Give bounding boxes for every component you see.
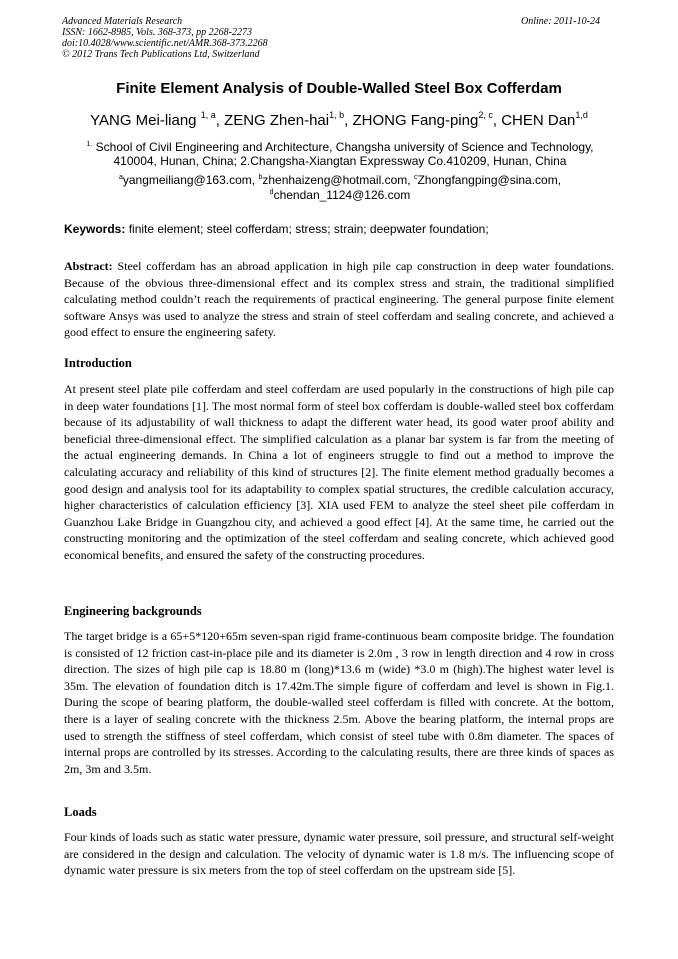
email-sup: c xyxy=(413,174,418,181)
author-name: CHEN Dan xyxy=(501,112,576,129)
section-text-loads: Four kinds of loads such as static water pressure, dynamic water pressure, soil pressure, and structural self-weight are considered in the design and calculation. The velocity of dynamic water is 1.8 m/s. The influencing scope of dynamic water pressure is six meters from the top of steel cofferdam on the upstream side [5]. xyxy=(64,830,614,878)
author-name: ZHONG Fang-ping xyxy=(352,112,479,129)
email-text: zhenhaizeng@hotmail.com, xyxy=(262,173,414,187)
email-sup: a xyxy=(118,174,123,181)
online-date: Online: 2011-10-24 xyxy=(521,16,600,27)
affiliation-line: 410004, Hunan, China; 2.Changsha-Xiangtan Expressway Co.410209, Hunan, China xyxy=(113,154,567,168)
email-text: yangmeiliang@163.com, xyxy=(122,173,259,187)
keywords-text: finite element; steel cofferdam; stress; strain; deepwater foundation; xyxy=(125,222,489,236)
author-separator: , xyxy=(344,112,353,129)
keywords-label: Keywords: xyxy=(64,222,126,236)
section-heading-engineering: Engineering backgrounds xyxy=(64,604,202,618)
section-text-introduction: At present steel plate pile cofferdam and steel cofferdam are used popularly in the constructions of high pile cap in deep water foundations [1]. The most normal form of steel box cofferdam is double-walled steel box cofferdam because of its adjustability of wall thickness to adapt the different water head, its good water proof ability and beneficial three-dimensional effect. The simplified calculation as a planar bar system is far from the meeting of the actual engineering demands. In China a lot of engineers struggle to find out a method to improve the calculating accuracy and reliability of this kind of structures [2]. The finite element method gradually becomes a good design and analysis tool for its adaptability to complex spatial structures, the credible calculation accuracy, higher characteristics of calculation efficiency [3]. XIA used FEM to analyze the steel sheet pile cofferdam in Guanzhou Lake Bridge in Guangzhou city, and achieved a good effect [4]. At the same time, he carried out the constructing monitoring and the optimization of the steel cofferdam and sealing concrete, which achieved good economical benefits, and ensured the safety of the constructing procedures. xyxy=(64,382,614,562)
section-heading-loads: Loads xyxy=(64,805,97,819)
doi-line: doi:10.4028/www.scientific.net/AMR.368-373.2268 xyxy=(62,38,268,49)
affiliation-sup: 1. xyxy=(86,141,93,148)
author-name: YANG Mei-liang xyxy=(90,112,197,129)
affiliation-line xyxy=(40,140,640,154)
section-heading-introduction: Introduction xyxy=(64,356,132,370)
journal-name: Advanced Materials Research xyxy=(62,16,183,27)
email-line xyxy=(40,173,640,188)
author-separator: , xyxy=(492,112,502,129)
abstract-label: Abstract: xyxy=(64,259,113,273)
author-sup: 1,d xyxy=(575,110,588,120)
author-emails xyxy=(40,173,640,203)
abstract-text: Steel cofferdam has an abroad application in high pile cap construction in deep water foundations. Because of the obvious three-dimensional effect and its complex stress and strain, the traditional simplified calculating method couldn’t reach the requirements of practical engineering. The general purpose finite element software Ansys was used to analyze the stress and strain of steel cofferdam and sealing concrete, and achieved a good effect to ensure the engineering safety. xyxy=(64,259,614,340)
author-list xyxy=(0,112,678,129)
author-sup: 1, b xyxy=(329,110,345,120)
author-sup: 2, c xyxy=(478,110,493,120)
author-separator: , xyxy=(215,112,225,129)
issn-line: ISSN: 1662-8985, Vols. 368-373, pp 2268-2273 xyxy=(62,27,252,38)
email-sup: d xyxy=(269,189,274,196)
email-sup: b xyxy=(258,174,263,181)
paper-title: Finite Element Analysis of Double-Walled Steel Box Cofferdam xyxy=(116,80,562,97)
affiliations xyxy=(40,140,640,168)
abstract xyxy=(64,258,614,341)
keywords xyxy=(64,222,489,236)
author-name: ZENG Zhen-hai xyxy=(224,112,330,129)
email-line xyxy=(40,188,640,203)
author-sup: 1, a xyxy=(200,110,216,120)
section-text-engineering: The target bridge is a 65+5*120+65m seven-span rigid frame-continuous beam composite bridge. The foundation is consisted of 12 friction cast-in-place pile and its diameter is 2.0m , 3 row in length direction and 4 row in cross direction. The sizes of high pile cap is 18.80 m (long)*13.6 m (wide) *3.0 m (high).The highest water level is 35m. The elevation of foundation ditch is 17.42m.The simple figure of cofferdam and level is shown in Fig.1. During the scope of bearing platform, the double-walled steel cofferdam is filled with concrete. At the bottom, there is a layer of sealing concrete with the thickness 2.5m. Above the bearing platform, the internal props are used to strength the stiffness of steel cofferdam, which consist of steel tube with 0.8m diameter. The spaces of internal props are controlled by its stresses. According to the calculating results, there are three kinds of spaces as 2m, 3m and 3.5m. xyxy=(64,629,614,776)
affiliation-text: School of Civil Engineering and Architecture, Changsha university of Science and Technology, xyxy=(92,140,594,154)
journal-header xyxy=(62,16,268,60)
copyright-line: © 2012 Trans Tech Publications Ltd, Switzerland xyxy=(62,49,260,60)
email-text: chendan_1124@126.com xyxy=(273,188,411,202)
email-text: Zhongfangping@sina.com, xyxy=(417,173,562,187)
